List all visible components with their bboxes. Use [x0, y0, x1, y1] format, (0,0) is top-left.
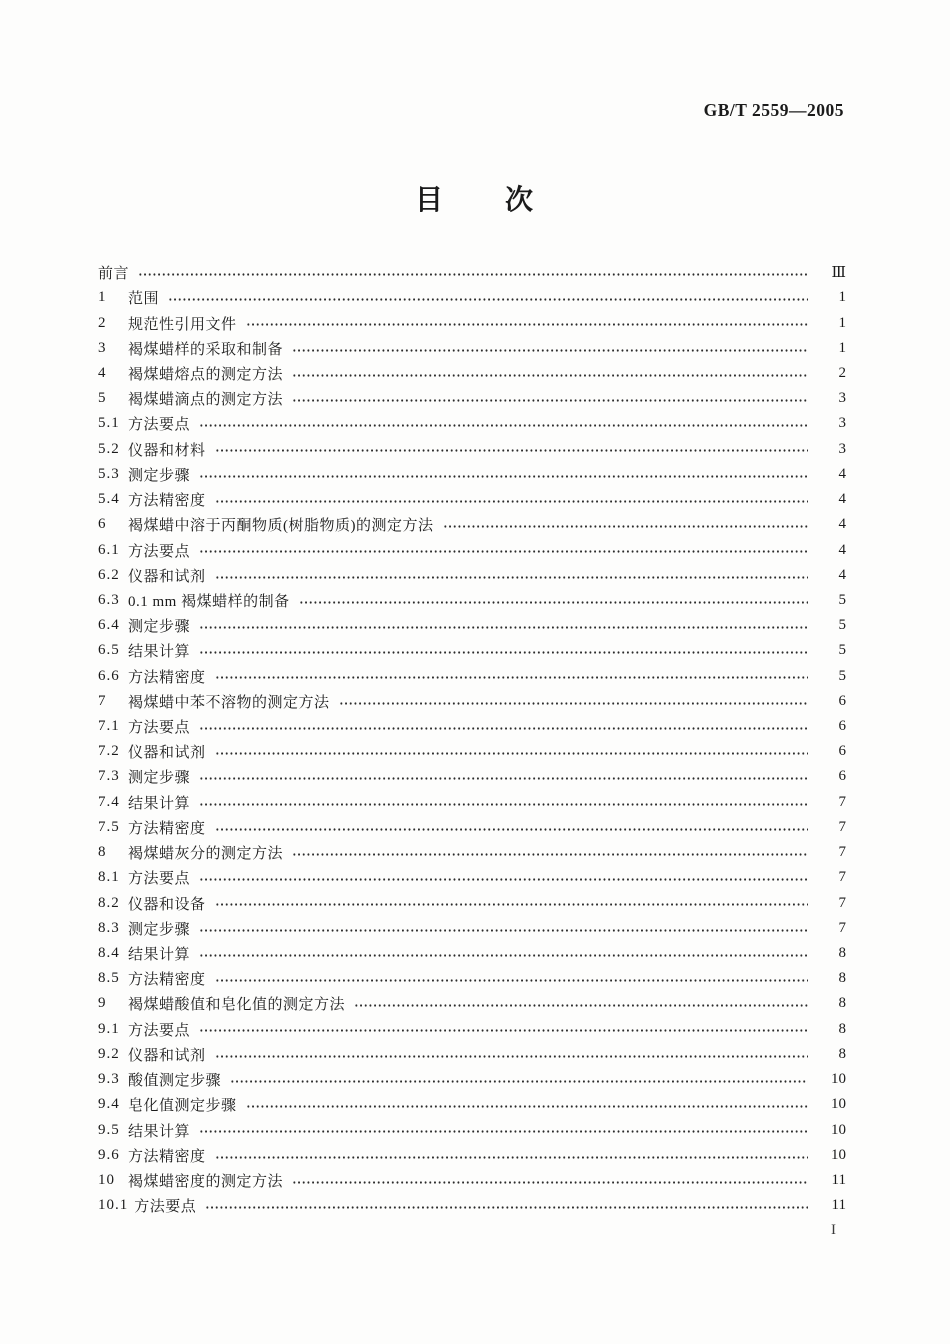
dot-leader	[215, 563, 808, 588]
toc-entry-page: 10	[831, 1096, 846, 1113]
toc-entry	[98, 1017, 846, 1042]
toc-entry-page: 7	[838, 894, 846, 911]
toc-entry-page: 2	[838, 364, 846, 381]
toc-entry-label: 褐煤蜡中苯不溶物的测定方法	[128, 694, 330, 711]
toc-entry	[98, 386, 846, 411]
toc-entry-label: 方法要点	[128, 1022, 191, 1039]
dot-leader	[199, 613, 808, 638]
toc-entry	[98, 1168, 846, 1193]
toc-entry	[98, 991, 846, 1016]
toc-entry-number: 8.4	[98, 945, 120, 962]
toc-entry	[98, 588, 846, 613]
toc-entry-page: 3	[838, 415, 846, 432]
toc-entry-number: 5.4	[98, 491, 120, 508]
toc-entry-label: 方法精密度	[128, 493, 206, 510]
toc-entry-label: 仪器和试剂	[128, 568, 206, 585]
toc-entry-number: 3	[98, 339, 107, 356]
toc-entry-label: 结果计算	[128, 795, 191, 812]
toc-entry-number: 7.2	[98, 743, 120, 760]
toc-entry-page: 4	[838, 516, 846, 533]
toc-entry	[98, 1143, 846, 1168]
toc-entry-number: 7.3	[98, 768, 120, 785]
toc-entry-page: 8	[838, 945, 846, 962]
toc-entry	[98, 563, 846, 588]
dot-leader	[215, 890, 808, 915]
toc-entry-label: 褐煤蜡样的采取和制备	[128, 341, 284, 358]
toc-entry-page: 7	[838, 818, 846, 835]
toc-entry	[98, 1193, 846, 1218]
toc-entry-number: 8	[98, 844, 107, 861]
toc-entry	[98, 310, 846, 335]
dot-leader	[199, 790, 808, 815]
toc-entry-label: 测定步骤	[128, 619, 191, 636]
toc-entry-page: 7	[838, 844, 846, 861]
toc-entry-label: 仪器和试剂	[128, 1047, 206, 1064]
toc-entry-label: 测定步骤	[128, 467, 191, 484]
toc-entry	[98, 487, 846, 512]
toc-entry	[98, 815, 846, 840]
toc-entry-label: 前言	[98, 266, 130, 283]
dot-leader	[205, 1193, 808, 1218]
toc-entry-number: 6.3	[98, 591, 120, 608]
toc-entry-page: 10	[831, 1071, 846, 1088]
toc-entry-number: 7.4	[98, 793, 120, 810]
dot-leader	[215, 487, 808, 512]
toc-entry	[98, 361, 846, 386]
dot-leader	[199, 941, 808, 966]
toc-entry-label: 方法精密度	[128, 820, 206, 837]
toc-entry-number: 7	[98, 692, 107, 709]
toc-entry-page: 8	[838, 995, 846, 1012]
toc-entry-label: 褐煤蜡滴点的测定方法	[128, 392, 284, 409]
toc-entry-number: 5.1	[98, 415, 120, 432]
toc-entry-number: 5.3	[98, 465, 120, 482]
toc-entry-number: 6.5	[98, 642, 120, 659]
toc-entry-number: 7.1	[98, 718, 120, 735]
dot-leader	[199, 1117, 808, 1142]
toc-entry-number: 10.1	[98, 1197, 129, 1214]
dot-leader	[443, 512, 809, 537]
toc-entry-page: 6	[838, 718, 846, 735]
toc-entry	[98, 689, 846, 714]
toc-entry-page: 1	[838, 289, 846, 306]
toc-entry-label: 结果计算	[128, 644, 191, 661]
toc-entry-number: 8.5	[98, 970, 120, 987]
toc-entry-number: 6.2	[98, 566, 120, 583]
dot-leader	[199, 916, 808, 941]
toc-entry-number: 9	[98, 995, 107, 1012]
toc-entry-page: 8	[838, 1020, 846, 1037]
toc-entry	[98, 285, 846, 310]
toc-entry-number: 9.2	[98, 1045, 120, 1062]
toc-entry	[98, 966, 846, 991]
toc-entry-label: 规范性引用文件	[128, 316, 237, 333]
toc-entry-page: 4	[838, 566, 846, 583]
dot-leader	[215, 664, 808, 689]
toc-entry	[98, 512, 846, 537]
toc-entry-number: 9.6	[98, 1146, 120, 1163]
toc-entry-number: 6.1	[98, 541, 120, 558]
toc-entry	[98, 1092, 846, 1117]
toc-entry-page: 3	[838, 440, 846, 457]
toc-entry-label: 褐煤蜡酸值和皂化值的测定方法	[128, 997, 346, 1014]
toc-entry-label: 0.1 mm 褐煤蜡样的制备	[128, 593, 290, 610]
toc-entry-number: 9.3	[98, 1071, 120, 1088]
toc-entry	[98, 1117, 846, 1142]
toc-entry-label: 方法要点	[128, 417, 191, 434]
toc-entry-label: 方法精密度	[128, 972, 206, 989]
dot-leader	[215, 966, 808, 991]
toc-entry	[98, 1067, 846, 1092]
toc-entry-number: 9.5	[98, 1121, 120, 1138]
toc-entry-page: 7	[838, 919, 846, 936]
toc-entry-page: 7	[838, 793, 846, 810]
toc-entry	[98, 790, 846, 815]
toc-entry-label: 方法要点	[128, 720, 191, 737]
toc-entry	[98, 764, 846, 789]
toc-entry-number: 7.5	[98, 818, 120, 835]
toc-entry	[98, 714, 846, 739]
toc-entry-number: 10	[98, 1171, 115, 1188]
toc-entry-page: 8	[838, 970, 846, 987]
toc-entry	[98, 739, 846, 764]
toc-entry-label: 方法精密度	[128, 669, 206, 686]
toc-entry-page: 1	[838, 339, 846, 356]
dot-leader	[292, 840, 808, 865]
toc-list	[98, 260, 846, 1218]
toc-entry-label: 褐煤蜡灰分的测定方法	[128, 846, 284, 863]
toc-entry	[98, 638, 846, 663]
dot-leader	[339, 689, 808, 714]
dot-leader	[199, 1017, 808, 1042]
toc-entry-page: 5	[838, 642, 846, 659]
toc-entry-number: 1	[98, 289, 107, 306]
toc-entry	[98, 941, 846, 966]
toc-entry-number: 6.6	[98, 667, 120, 684]
toc-entry-page: 4	[838, 541, 846, 558]
toc-entry-label: 测定步骤	[128, 770, 191, 787]
toc-entry	[98, 437, 846, 462]
toc-entry-label: 结果计算	[128, 947, 191, 964]
toc-entry	[98, 865, 846, 890]
toc-entry-number: 8.1	[98, 869, 120, 886]
dot-leader	[215, 739, 808, 764]
toc-entry	[98, 1042, 846, 1067]
dot-leader	[354, 991, 808, 1016]
toc-entry-number: 8.2	[98, 894, 120, 911]
toc-entry-page: 11	[831, 1197, 846, 1214]
dot-leader	[199, 411, 808, 436]
toc-entry-number: 6	[98, 516, 107, 533]
toc-entry	[98, 890, 846, 915]
footer-page-number: I	[831, 1222, 836, 1238]
dot-leader	[246, 1092, 808, 1117]
toc-entry	[98, 336, 846, 361]
toc-entry-page: 10	[831, 1121, 846, 1138]
toc-entry-page: 10	[831, 1146, 846, 1163]
toc-entry-page: Ⅲ	[831, 265, 846, 282]
toc-entry-label: 方法要点	[128, 871, 191, 888]
dot-leader	[199, 462, 808, 487]
toc-entry	[98, 411, 846, 436]
toc-entry-number: 8.3	[98, 919, 120, 936]
toc-entry-number: 5.2	[98, 440, 120, 457]
toc-entry-label: 褐煤蜡密度的测定方法	[128, 1173, 284, 1190]
toc-entry	[98, 462, 846, 487]
dot-leader	[299, 588, 808, 613]
toc-entry-page: 5	[838, 617, 846, 634]
toc-entry-number: 2	[98, 314, 107, 331]
toc-entry-page: 4	[838, 465, 846, 482]
dot-leader	[199, 714, 808, 739]
toc-entry-label: 测定步骤	[128, 921, 191, 938]
toc-entry	[98, 613, 846, 638]
toc-entry-label: 方法要点	[128, 543, 191, 560]
toc-entry-number: 4	[98, 364, 107, 381]
toc-entry-label: 方法要点	[134, 1199, 197, 1216]
toc-entry-label: 酸值测定步骤	[128, 1073, 222, 1090]
toc-entry-page: 11	[831, 1171, 846, 1188]
toc-entry-number: 5	[98, 390, 107, 407]
toc-entry-number: 6.4	[98, 617, 120, 634]
dot-leader	[292, 361, 808, 386]
toc-entry-page: 4	[838, 491, 846, 508]
toc-entry	[98, 840, 846, 865]
dot-leader	[138, 260, 808, 285]
toc-entry-number: 9.1	[98, 1020, 120, 1037]
dot-leader	[230, 1067, 808, 1092]
dot-leader	[199, 537, 808, 562]
dot-leader	[215, 815, 808, 840]
toc-entry-page: 5	[838, 667, 846, 684]
toc-entry	[98, 664, 846, 689]
dot-leader	[292, 1168, 808, 1193]
dot-leader	[199, 865, 808, 890]
toc-entry-label: 仪器和材料	[128, 442, 206, 459]
dot-leader	[292, 386, 808, 411]
toc-entry-page: 5	[838, 591, 846, 608]
toc-entry-label: 仪器和设备	[128, 896, 206, 913]
toc-entry-page: 6	[838, 692, 846, 709]
toc-entry-page: 1	[838, 314, 846, 331]
dot-leader	[199, 764, 808, 789]
dot-leader	[199, 638, 808, 663]
toc-entry-number: 9.4	[98, 1096, 120, 1113]
dot-leader	[215, 1042, 808, 1067]
toc-entry	[98, 916, 846, 941]
toc-entry-label: 方法精密度	[128, 1148, 206, 1165]
dot-leader	[215, 1143, 808, 1168]
toc-entry-label: 皂化值测定步骤	[128, 1098, 237, 1115]
toc-entry-label: 褐煤蜡熔点的测定方法	[128, 366, 284, 383]
dot-leader	[246, 310, 808, 335]
toc-entry-label: 褐煤蜡中溶于丙酮物质(树脂物质)的测定方法	[128, 518, 434, 535]
dot-leader	[292, 336, 808, 361]
toc-entry	[98, 537, 846, 562]
toc-entry-label: 结果计算	[128, 1123, 191, 1140]
page-title: 目 次	[414, 185, 535, 216]
toc-entry-page: 7	[838, 869, 846, 886]
toc-entry-page: 3	[838, 390, 846, 407]
toc-entry	[98, 260, 846, 285]
standard-code: GB/T 2559—2005	[703, 100, 844, 120]
toc-entry-label: 范围	[128, 291, 160, 308]
toc-entry-page: 6	[838, 768, 846, 785]
toc-entry-label: 仪器和试剂	[128, 745, 206, 762]
toc-entry-page: 6	[838, 743, 846, 760]
dot-leader	[215, 437, 808, 462]
dot-leader	[168, 285, 808, 310]
toc-entry-page: 8	[838, 1045, 846, 1062]
